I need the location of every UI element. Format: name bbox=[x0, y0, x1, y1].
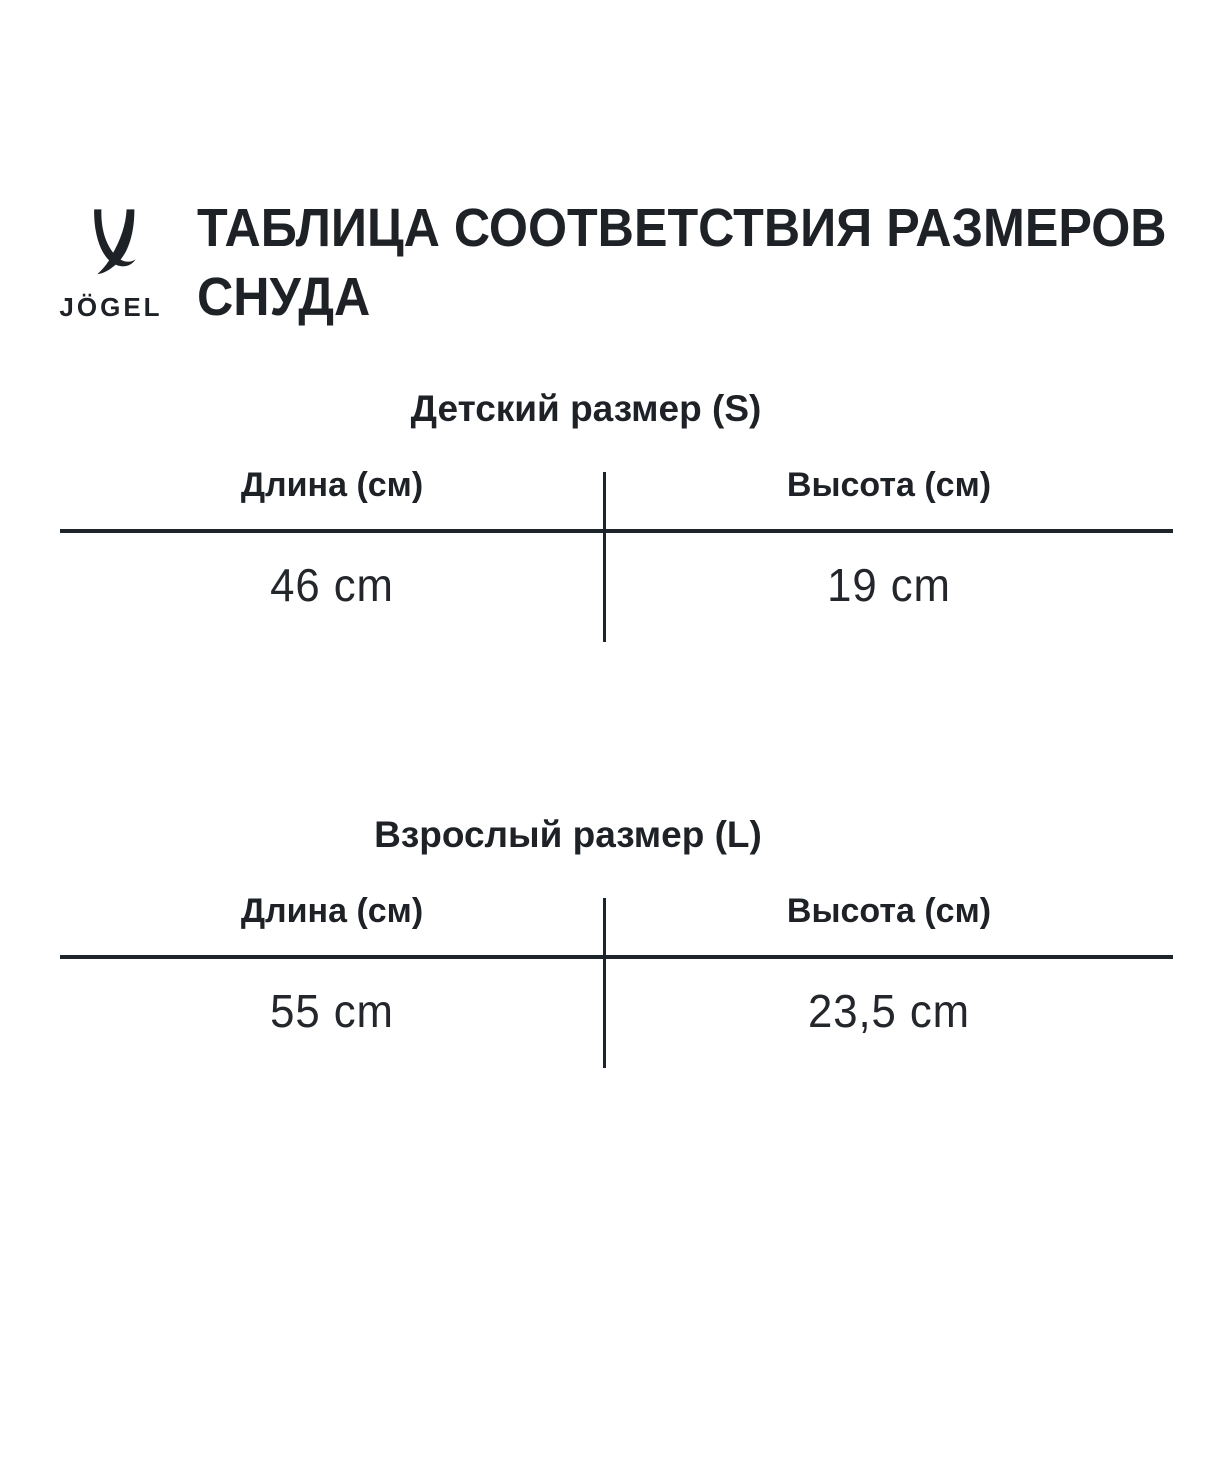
cell-length-value: 55 cm bbox=[270, 985, 394, 1037]
cell-height-value: 23,5 cm bbox=[807, 985, 971, 1037]
header-underline bbox=[60, 529, 1173, 533]
column-header-length: Длина (см) bbox=[240, 892, 424, 930]
column-divider bbox=[603, 472, 606, 642]
cell-length-value: 46 cm bbox=[270, 559, 394, 611]
page-title bbox=[197, 194, 1167, 332]
page-title-line-1: ТАБЛИЦА СООТВЕТСТВИЯ РАЗМЕРОВ bbox=[197, 198, 1167, 258]
brand-logo bbox=[50, 200, 172, 322]
page-title-line-2: СНУДА bbox=[197, 267, 371, 327]
column-header-height: Высота (см) bbox=[786, 892, 992, 930]
size-table-adult bbox=[0, 814, 1230, 1084]
table-title-kids: Детский размер (S) bbox=[410, 388, 762, 429]
brand-wordmark: JÖGEL bbox=[59, 292, 163, 322]
jogel-v-emblem-icon bbox=[84, 202, 144, 284]
header-underline bbox=[60, 955, 1173, 959]
size-table-kids bbox=[0, 388, 1230, 658]
table-title-adult: Взрослый размер (L) bbox=[374, 814, 762, 855]
column-divider bbox=[603, 898, 606, 1068]
column-header-height: Высота (см) bbox=[786, 466, 992, 504]
cell-height-value: 19 cm bbox=[827, 559, 951, 611]
column-header-length: Длина (см) bbox=[240, 466, 424, 504]
